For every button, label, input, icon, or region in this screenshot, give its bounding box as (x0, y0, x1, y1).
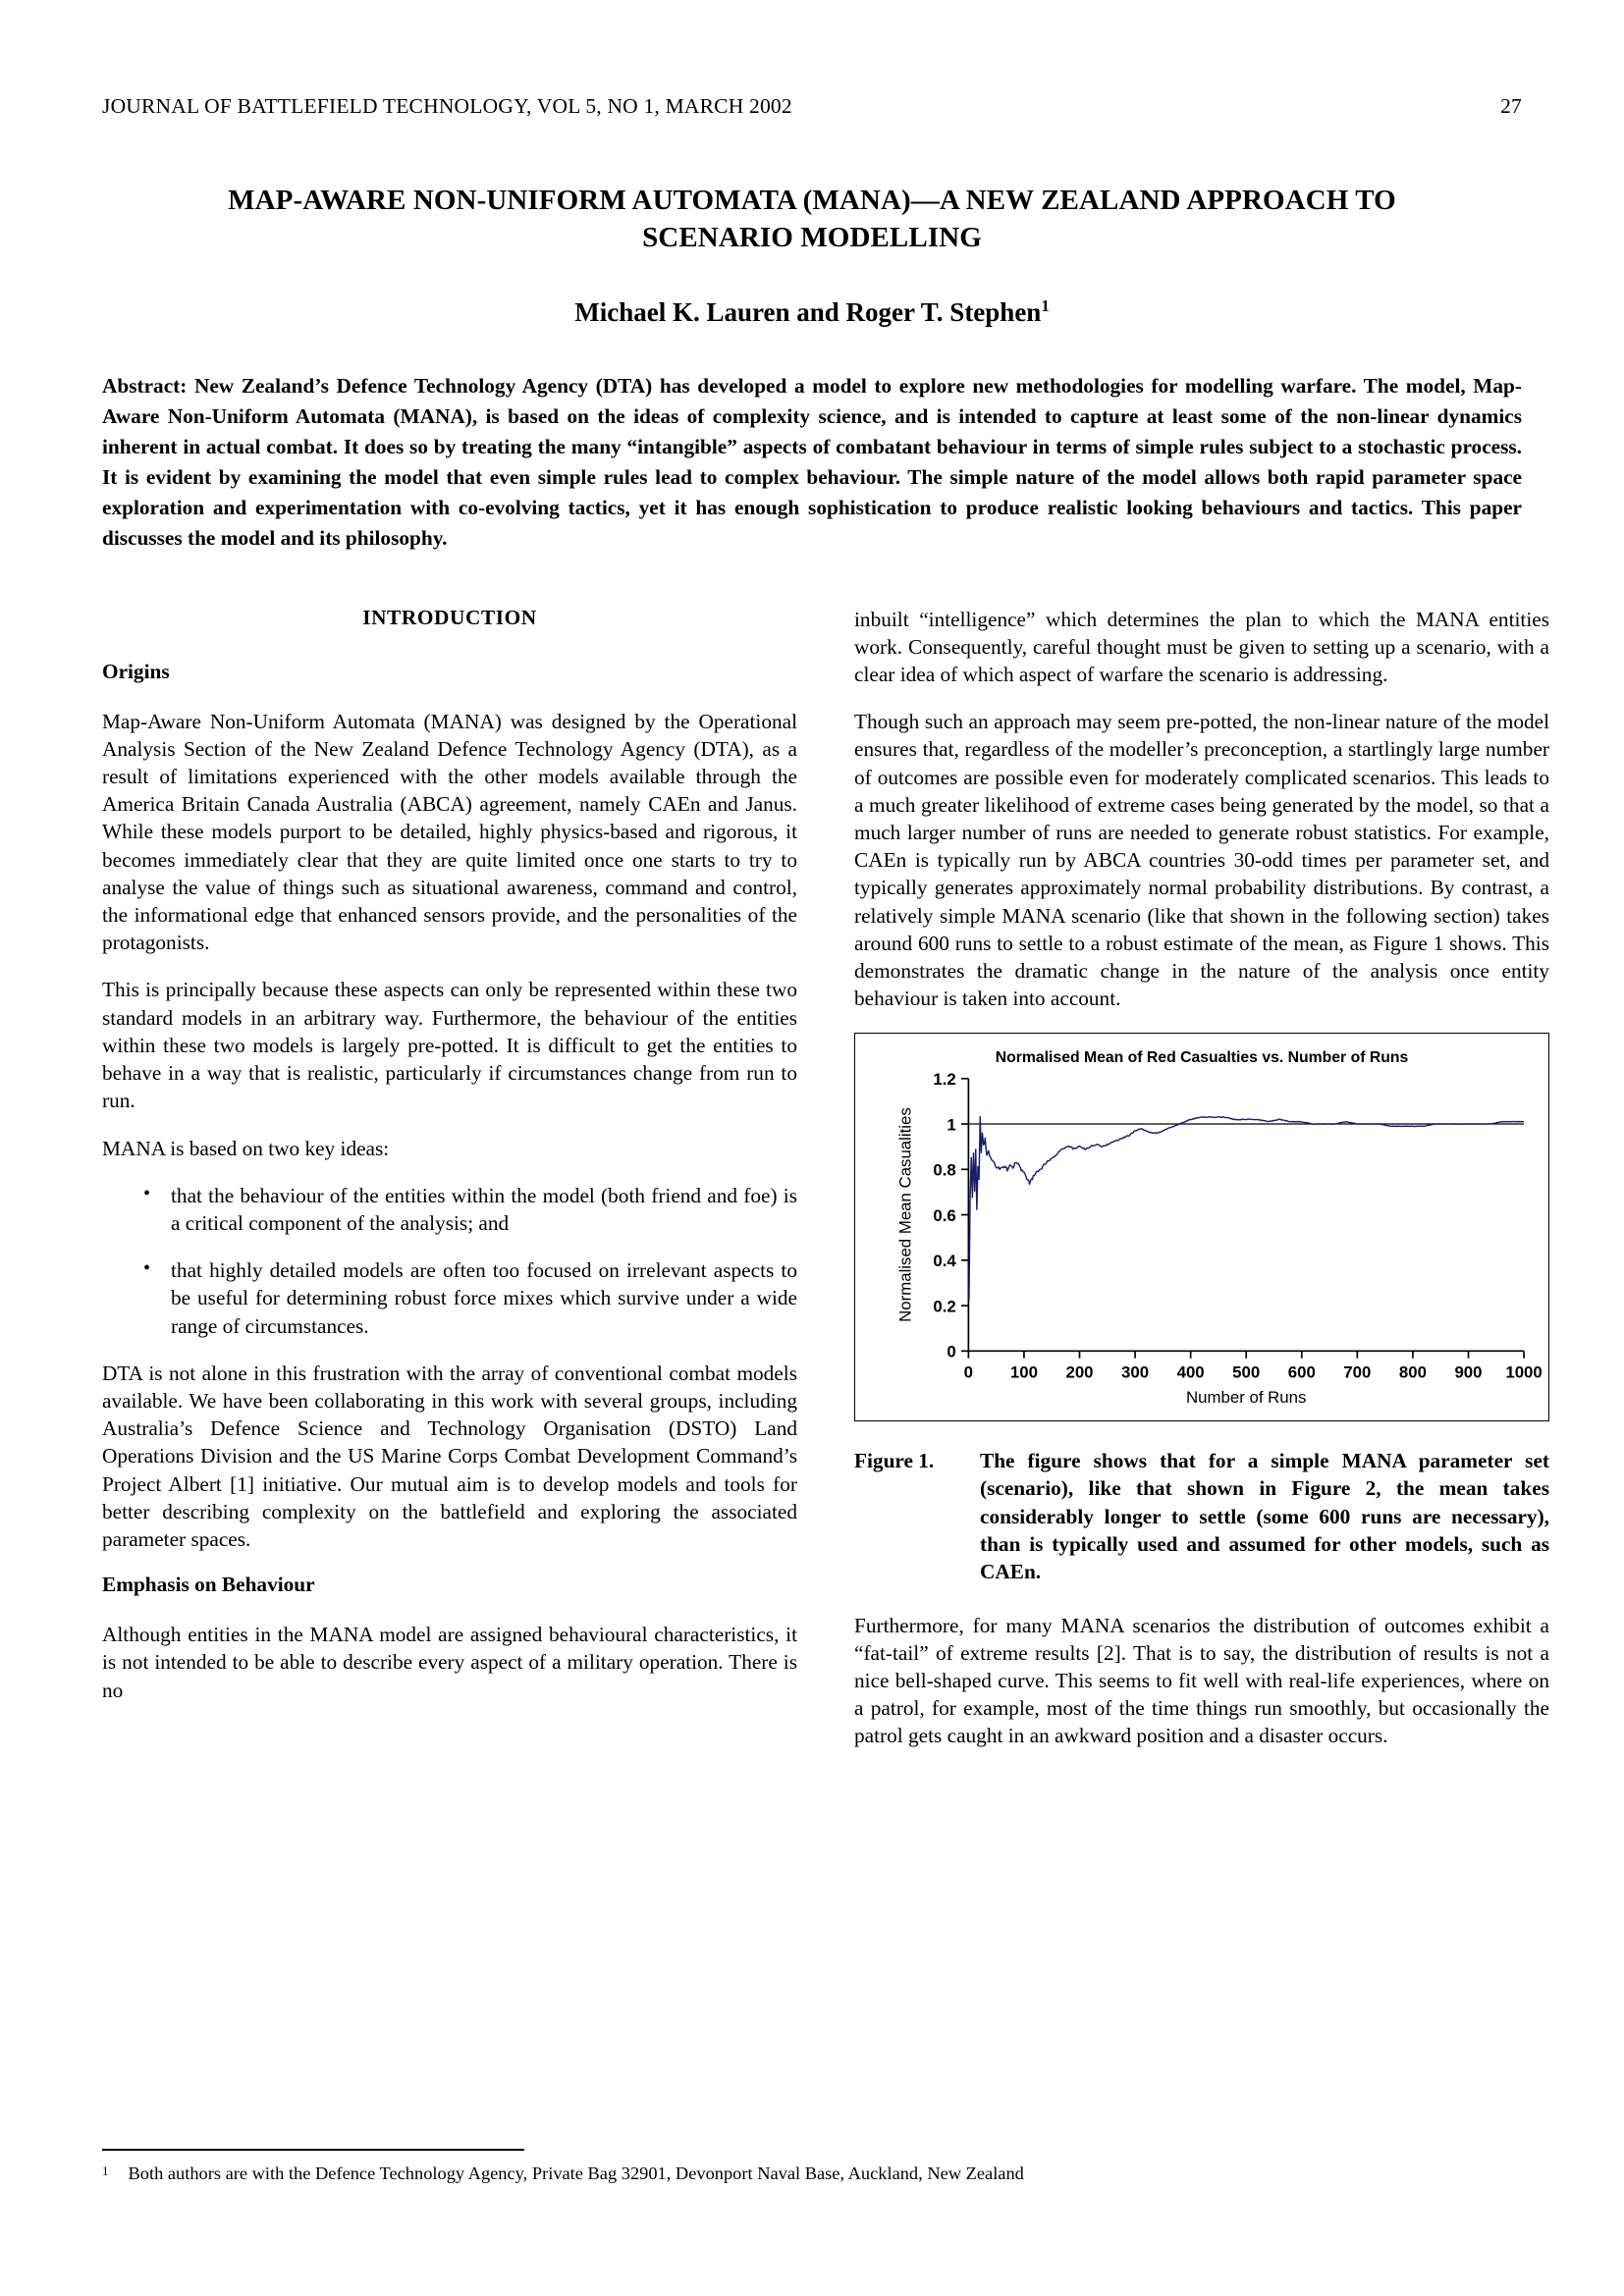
chart-x-tick-label: 900 (1454, 1362, 1483, 1382)
section-heading-introduction: INTRODUCTION (362, 605, 537, 629)
chart-y-axis-label: Normalised Mean Casualities (895, 1106, 915, 1322)
footnote-marker: 1 (102, 2163, 109, 2179)
running-head-title: JOURNAL OF BATTLEFIELD TECHNOLOGY, VOL 5, NO 1, MARCH 2002 (102, 94, 792, 118)
paragraph-dta-collaboration: DTA is not alone in this frustration with the array of conventional combat models available. We have been collaborating in this work with several groups, including Australia’s Defence Science and Technology Organisation (DSTO) Land Operations Division and the US Marine Corps Combat Development Command’s Project Albert [1] initiative. Our mutual aim is to develop models and tools for better describing complexity on the battlefield and exploring the associated parameter spaces. (102, 1361, 797, 1551)
chart-y-tick-label: 1.2 (933, 1069, 956, 1089)
key-ideas-list (102, 1182, 797, 1340)
footnote-area (102, 2149, 1522, 2186)
figure-caption-text: The figure shows that for a simple MANA parameter set (scenario), like that shown in Figure 2, the mean takes considerably longer to settle (some 600 runs are necessary), than is typically used and assumed for other models, such as CAEn. (980, 1449, 1549, 1584)
chart-x-tick-label: 100 (1009, 1362, 1038, 1382)
chart-title: Normalised Mean of Red Casualties vs. Number of Runs (995, 1048, 1409, 1066)
figure-1-caption (854, 1447, 1549, 1586)
figure-1 (854, 1033, 1549, 1422)
chart-y-tick-label: 0.4 (933, 1251, 956, 1270)
paragraph-principally: This is principally because these aspects can only be represented within these two standard models in an arbitrary way. Furthermore, the behaviour of the entities within these two models is largely pre-potted. It is difficult to get the entities to behave in a way that is realistic, particularly if circumstances change from run to run. (102, 978, 797, 1113)
footnote (102, 2163, 1522, 2186)
body-columns (102, 605, 1549, 1750)
page-title (122, 182, 1502, 257)
chart-series-line (969, 1116, 1524, 1300)
left-column (102, 606, 797, 1704)
chart-x-tick-label: 600 (1287, 1362, 1316, 1382)
chart-x-tick-label: 1000 (1505, 1362, 1543, 1382)
paragraph-inbuilt-intelligence: inbuilt “intelligence” which determines the plan to which the MANA entities work. Consequently, careful thought must be given to setting up a scenario, with a clear idea of which aspect of warfare the scenario is addressing. (854, 607, 1549, 687)
footnote-separator-rule (102, 2149, 524, 2151)
chart-x-axis-label: Number of Runs (1186, 1387, 1307, 1407)
sub-heading-emphasis-on-behaviour: Emphasis on Behaviour (102, 1573, 315, 1597)
page-title-line2: SCENARIO MODELLING (642, 222, 982, 254)
paragraph-furthermore-fat-tail: Furthermore, for many MANA scenarios the distribution of outcomes exhibit a “fat-tail” of extreme results [2]. That is to say, the distribution of results is not a nice bell-shaped curve. This seems to fit well with real-life experiences, where on a patrol, for example, most of the time things run smoothly, but occasionally the patrol gets caught in an awkward position and a disaster occurs. (854, 1613, 1549, 1748)
chart-y-tick-label: 0.2 (933, 1296, 956, 1315)
paragraph-origins: Map-Aware Non-Uniform Automata (MANA) was designed by the Operational Analysis Section of the New Zealand Defence Technology Agency (DTA), as a result of limitations experienced with the other models available through the America Britain Canada Australia (ABCA) agreement, namely CAEn and Janus. While these models purport to be detailed, highly physics-based and rigorous, it becomes immediately clear that they are quite limited once one starts to try to analyse the value of things such as situational awareness, command and control, the informational edge that enhanced sensors provide, and the personalities of the protagonists. (102, 709, 797, 955)
sub-heading-origins: Origins (102, 659, 170, 683)
chart-y-tick-label: 0.8 (933, 1160, 956, 1180)
right-column (854, 606, 1549, 1750)
paragraph-emphasis: Although entities in the MANA model are assigned behavioural characteristics, it is not intended to be able to describe every aspect of a military operation. There is no (102, 1623, 797, 1702)
list-item: • that the behaviour of the entities within the model (both friend and foe) is a critical component of the analysis; and (143, 1182, 797, 1237)
chart-x-tick-label: 0 (963, 1362, 974, 1382)
chart-x-tick-label: 200 (1065, 1362, 1094, 1382)
paragraph-two-key-ideas: MANA is based on two key ideas: (102, 1136, 390, 1160)
page-title-line1: MAP-AWARE NON-UNIFORM AUTOMATA (MANA)—A NEW ZEALAND APPROACH TO (228, 185, 1396, 216)
list-item: • that highly detailed models are often too focused on irrelevant aspects to be useful for determining robust force mixes which survive under a wide range of circumstances. (143, 1256, 797, 1340)
figure-caption-label: Figure 1. (854, 1449, 935, 1473)
author-footnote-marker: 1 (1041, 295, 1050, 315)
abstract: Abstract: New Zealand’s Defence Technology Agency (DTA) has developed a model to explore new methodologies for modelling warfare. The model, Map-Aware Non-Uniform Automata (MANA), is based on the ideas of complexity science, and is intended to capture at least some of the non-linear dynamics inherent in actual combat. It does so by treating the many “intangible” aspects of combatant behaviour in terms of simple rules subject to a stochastic process. It is evident by examining the model that even simple rules lead to complex behaviour. The simple nature of the model allows both rapid parameter space exploration and experimentation with co-evolving tactics, yet it has enough sophistication to produce realistic looking behaviours and tactics. This paper discusses the model and its philosophy. (102, 373, 1522, 551)
author-byline (102, 296, 1522, 328)
author-names: Michael K. Lauren and Roger T. Stephen (574, 296, 1042, 327)
page-number: 27 (1500, 94, 1522, 118)
paragraph-though-approach: Though such an approach may seem pre-potted, the non-linear nature of the model ensures that, regardless of the modeller’s preconception, a startlingly large number of outcomes are possible even for moderately complicated scenarios. This leads to a much greater likelihood of extreme cases being generated by the model, so that a much larger number of runs are needed to generate robust statistics. For example, CAEn is typically run by ABCA countries 30-odd times per parameter set, and typically generates approximately normal probability distributions. By contrast, a relatively simple MANA scenario (like that shown in the following section) takes around 600 runs to settle to a robust estimate of the mean, as Figure 1 shows. This demonstrates the dramatic change in the nature of the analysis once entity behaviour is taken into account. (854, 710, 1549, 1011)
chart-x-tick-label: 700 (1343, 1362, 1372, 1382)
chart-x-tick-label: 800 (1398, 1362, 1427, 1382)
chart-x-tick-label: 400 (1176, 1362, 1205, 1382)
running-head (102, 94, 1522, 119)
chart-y-tick-label: 1 (947, 1114, 956, 1134)
footnote-text: Both authors are with the Defence Technology Agency, Private Bag 32901, Devonport Naval Base, Auckland, New Zealand (128, 2163, 1024, 2184)
chart-y-tick-label: 0 (947, 1342, 956, 1362)
chart-x-tick-label: 500 (1232, 1362, 1261, 1382)
chart-normalised-mean-red-casualties (861, 1043, 1543, 1415)
chart-y-tick-label: 0.6 (933, 1205, 956, 1225)
chart-x-tick-label: 300 (1121, 1362, 1150, 1382)
